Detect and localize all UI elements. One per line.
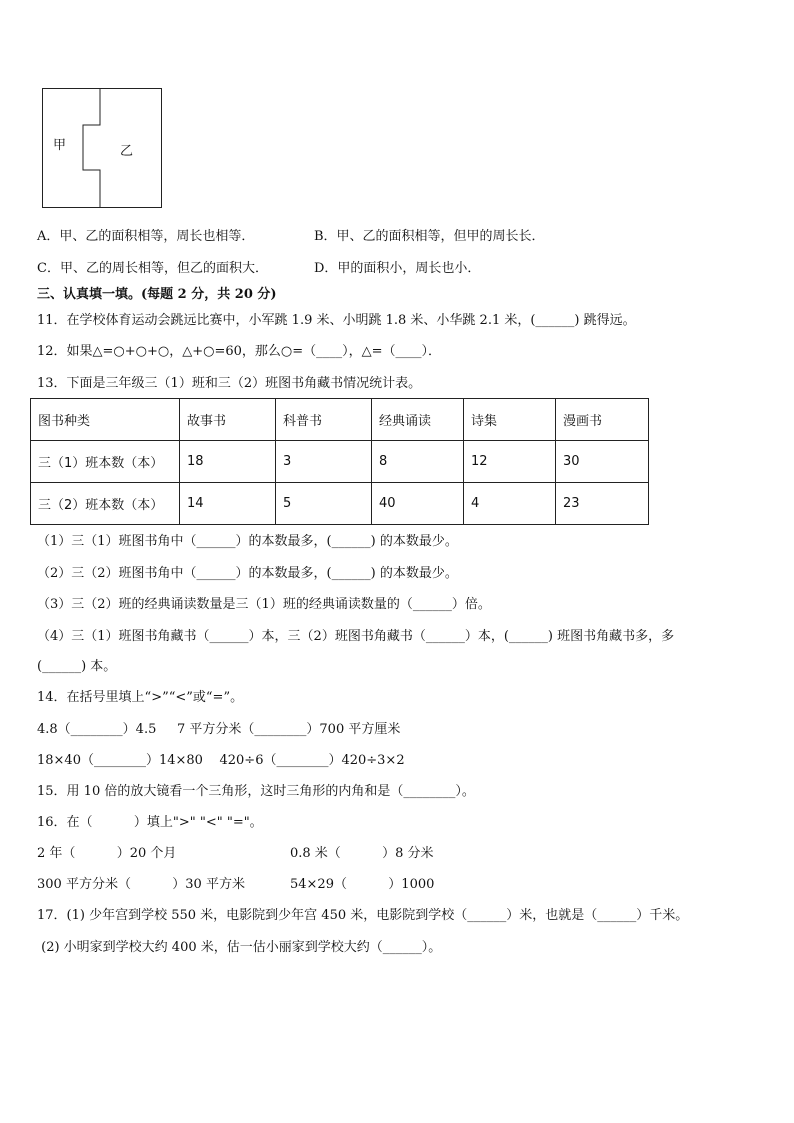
section-heading: 三、认真填一填。(每题 2 分，共 20 分)	[37, 287, 277, 302]
question-14-line-2: 18×40（________）14×80 420÷6（________）420÷3×2	[37, 753, 405, 768]
question-16-item-a1: 2 年（ ）20 个月	[37, 846, 177, 861]
option-c: C．甲、乙的周长相等，但乙的面积大．	[37, 261, 268, 276]
table-cell: 40	[372, 483, 464, 525]
table-row	[31, 483, 649, 525]
question-13-sub-4: （4）三（1）班图书角藏书（______）本，三（2）班图书角藏书（______）本，(______) 班图书角藏书多，多	[37, 629, 675, 644]
table-cell: 14	[180, 483, 276, 525]
question-14-line-1: 4.8（________）4.5 7 平方分米（________）700 平方厘米	[37, 722, 401, 737]
question-11: 11．在学校体育运动会跳远比赛中，小军跳 1.9 米、小明跳 1.8 米、小华跳 2.1 米，(______) 跳得远。	[37, 313, 636, 328]
question-13-sub-3: （3）三（2）班的经典诵读数量是三（1）班的经典诵读数量的（______）倍。	[37, 597, 491, 612]
question-13-sub-2: （2）三（2）班图书角中（______）的本数最多，(______) 的本数最少。	[37, 566, 458, 581]
option-b: B．甲、乙的面积相等，但甲的周长长．	[314, 229, 545, 244]
table-row	[31, 441, 649, 483]
question-12: 12．如果△=○+○+○，△+○=60，那么○=（____），△=（____）．	[37, 344, 442, 359]
table-cell: 4	[464, 483, 556, 525]
table-header-cell: 故事书	[180, 399, 276, 441]
table-cell: 8	[372, 441, 464, 483]
question-13-sub-4-cont: (______) 本。	[37, 659, 117, 674]
option-a: A．甲、乙的面积相等，周长也相等．	[37, 229, 255, 244]
table-header-cell: 经典诵读	[372, 399, 464, 441]
question-16-title: 16．在（ ）填上">" "<" "="。	[37, 815, 263, 830]
question-16-item-b1: 300 平方分米（ ）30 平方米	[37, 877, 245, 892]
question-16-item-a2: 0.8 米（ ）8 分米	[290, 846, 434, 861]
table-header-cell: 诗集	[464, 399, 556, 441]
question-16-item-b2: 54×29（ ）1000	[290, 877, 435, 892]
book-stats-table	[30, 398, 649, 525]
table-cell: 30	[556, 441, 649, 483]
label-yi: 乙	[120, 144, 134, 159]
question-17-sub-2: (2) 小明家到学校大约 400 米，估一估小丽家到学校大约（______）。	[37, 940, 442, 955]
table-cell: 三（1）班本数（本）	[31, 441, 180, 483]
table-header-cell: 图书种类	[31, 399, 180, 441]
table-cell: 18	[180, 441, 276, 483]
table-header-cell: 科普书	[276, 399, 372, 441]
table-header-row	[31, 399, 649, 441]
table-cell: 三（2）班本数（本）	[31, 483, 180, 525]
question-13-sub-1: （1）三（1）班图书角中（______）的本数最多，(______) 的本数最少。	[37, 534, 458, 549]
question-15: 15．用 10 倍的放大镜看一个三角形，这时三角形的内角和是（________）。	[37, 784, 475, 799]
label-jia: 甲	[53, 138, 67, 153]
table-cell: 5	[276, 483, 372, 525]
option-d: D．甲的面积小，周长也小．	[314, 261, 481, 276]
jia-yi-figure	[42, 88, 162, 208]
table-cell: 12	[464, 441, 556, 483]
table-header-cell: 漫画书	[556, 399, 649, 441]
question-14-title: 14．在括号里填上“>”“<”或“=”。	[37, 690, 244, 705]
table-cell: 23	[556, 483, 649, 525]
table-cell: 3	[276, 441, 372, 483]
question-17-sub-1: 17．(1) 少年宫到学校 550 米，电影院到少年宫 450 米，电影院到学校（______）米，也就是（______）千米。	[37, 908, 689, 923]
question-13: 13．下面是三年级三（1）班和三（2）班图书角藏书情况统计表。	[37, 376, 422, 391]
